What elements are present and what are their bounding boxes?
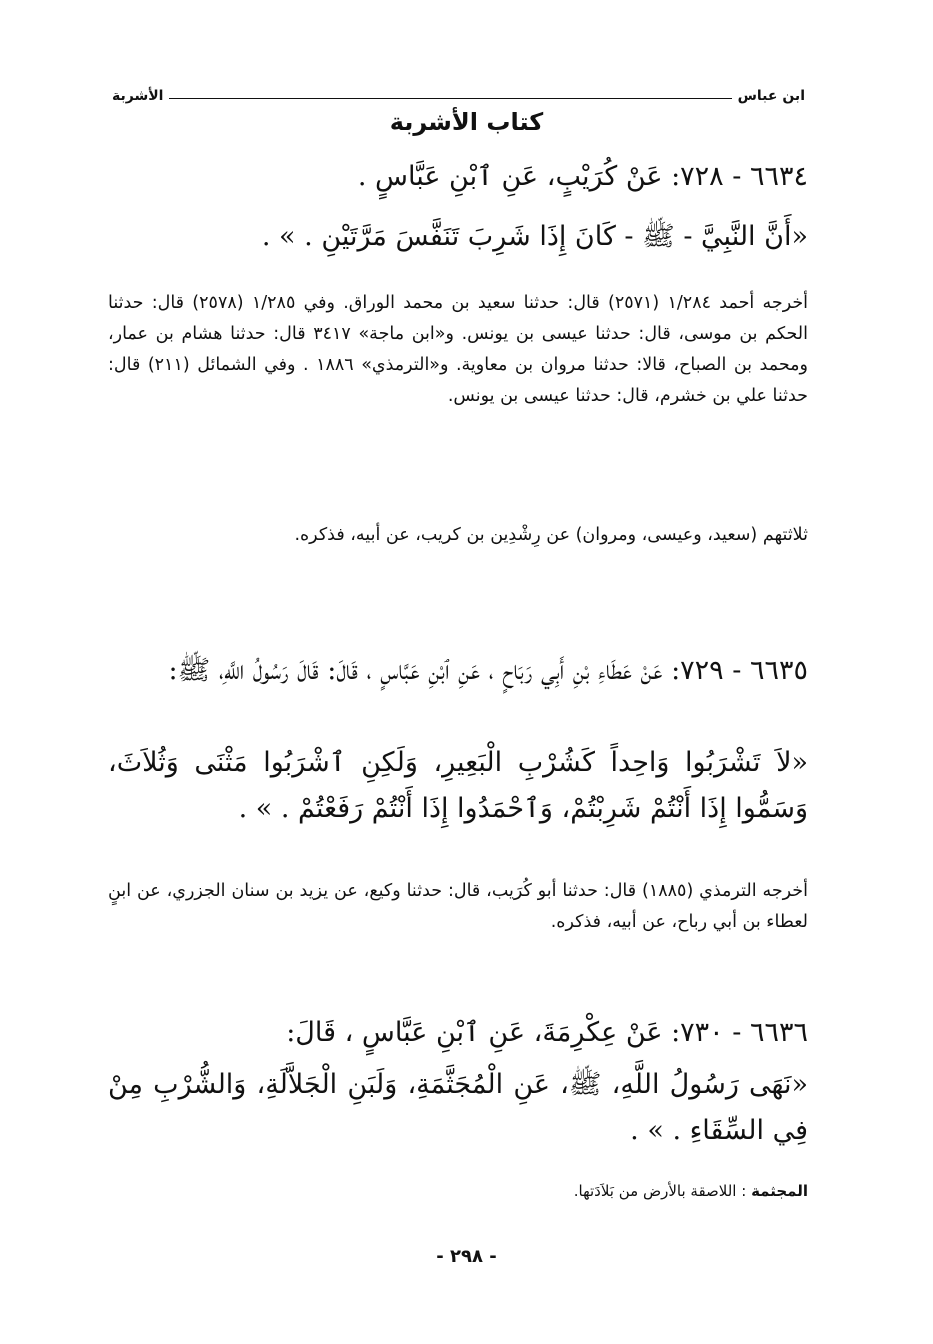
page-number: - ٢٩٨ - [436, 1246, 497, 1267]
hadith-6634-summary: ثلاثتهم (سعيد، وعيسى، ومروان) عن رِشْدِين بن كريب، عن أبيه، فذكره. [294, 525, 808, 545]
hadith-6635-matn: «لاَ تَشْرَبُوا وَاحِداً كَشُرْبِ الْبَعِيرِ، وَلَكِنِ ٱشْرَبُوا مَثْنَى وَثُلاَثَ، وَسَمُّوا إِذَا أَنْتُمْ شَرِبْتُمْ، وَٱحْمَدُوا إِذَا أَنْتُمْ رَفَعْتُمْ . » . [108, 747, 808, 824]
header-narrator: ابن عباس [737, 88, 805, 104]
hadith-6634-matn: «أَنَّ النَّبِيَّ - ﷺ - كَانَ إِذَا شَرِبَ تَنَفَّسَ مَرَّتَيْنِ . » . [261, 221, 808, 252]
hadith-6635-isnad: ٦٦٣٥ - ٧٢٩: عَنْ عَطَاءِ بْنِ أَبِي رَبَاحٍ ، عَنِ ٱبْنِ عَبَّاسٍ ، قَالَ: قَالَ رَسُولُ اللَّهِ، ﷺ: [168, 655, 808, 686]
hadith-6634-isnad: ٦٦٣٤ - ٧٢٨: عَنْ كُرَيْبٍ، عَنِ ٱبْنِ عَبَّاسٍ . [357, 161, 808, 192]
header-rule [169, 98, 731, 99]
header-chapter: الأشربة [112, 88, 164, 104]
running-header [112, 80, 805, 104]
book-title: كتاب الأشربة [389, 108, 544, 136]
hadith-6636-matn: «نَهَى رَسُولُ اللَّهِ، ﷺ، عَنِ الْمُجَثَّمَةِ، وَلَبَنِ الْجَلاَّلَةِ، وَالشُّرْبِ مِنْ فِي السِّقَاءِ . » . [108, 1069, 808, 1146]
hadith-6635-takhrij: أخرجه الترمذي (١٨٨٥) قال: حدثنا أبو كُرَيب، قال: حدثنا وكيع، عن يزيد بن سنان الجزري، عن ابنٍ لعطاء بن أبي رباح، عن أبيه، فذكره. [108, 881, 808, 932]
footnote-definition: : اللاصقة بالأرض من بَلاَدَتها. [573, 1182, 747, 1200]
footnote [108, 1182, 808, 1200]
hadith-6634-takhrij: أخرجه أحمد ١/٢٨٤ (٢٥٧١) قال: حدثنا سعيد بن محمد الوراق. وفي ١/٢٨٥ (٢٥٧٨) قال: حدثنا الحكم بن موسى، قال: حدثنا عيسى بن يونس. و«ابن ماجة» ٣٤١٧ قال: حدثنا هشام بن عمار، ومحمد بن الصباح، قالا: حدثنا مروان بن معاوية. و«الترمذي» ١٨٨٦ . وفي الشمائل (٢١١) قال: حدثنا علي بن خشرم، قال: حدثنا عيسى بن يونس. [108, 293, 809, 406]
hadith-6636-isnad: ٦٦٣٦ - ٧٣٠: عَنْ عِكْرِمَةَ، عَنِ ٱبْنِ عَبَّاسٍ ، قَالَ: [286, 1017, 808, 1048]
footnote-term: المجثمة [751, 1182, 808, 1200]
